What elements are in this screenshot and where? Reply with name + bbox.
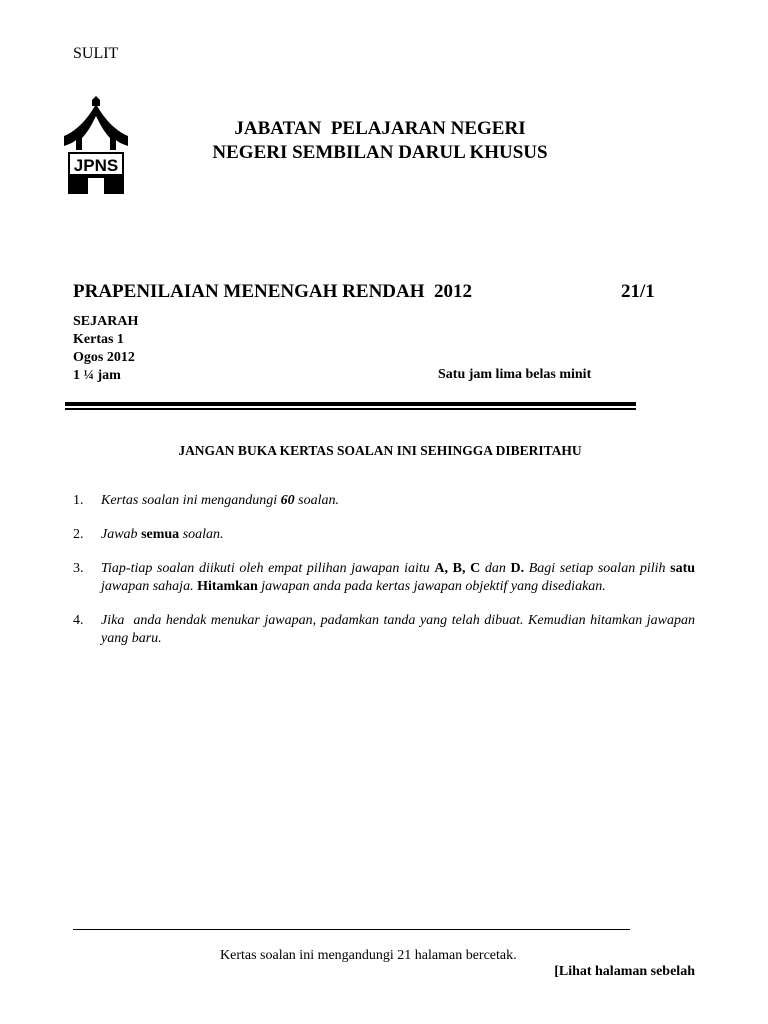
logo-lettering: JPNS bbox=[73, 156, 119, 175]
instruction-number: 2. bbox=[73, 527, 84, 542]
instructions-list bbox=[73, 492, 699, 664]
subject: SEJARAH bbox=[73, 314, 139, 329]
paper-number: Kertas 1 bbox=[73, 332, 124, 347]
footer-divider bbox=[73, 929, 630, 930]
agency-line-2: NEGERI SEMBILAN DARUL KHUSUS bbox=[212, 142, 548, 163]
paper-code: 21/1 bbox=[621, 281, 655, 302]
instruction-item bbox=[73, 612, 699, 648]
classification-label: SULIT bbox=[73, 45, 119, 62]
agency-name bbox=[190, 117, 570, 165]
instruction-number: 4. bbox=[73, 613, 84, 628]
divider-thin bbox=[65, 408, 636, 410]
instruction-item bbox=[73, 492, 695, 510]
exam-title: PRAPENILAIAN MENENGAH RENDAH 2012 bbox=[73, 281, 473, 302]
instruction-number: 1. bbox=[73, 493, 84, 508]
instruction-item bbox=[73, 526, 695, 544]
exam-date: Ogos 2012 bbox=[73, 350, 135, 365]
warning-notice: JANGAN BUKA KERTAS SOALAN INI SEHINGGA DIBERITAHU bbox=[178, 443, 582, 458]
divider-thick bbox=[65, 402, 636, 406]
duration: 1 ¼ jam bbox=[73, 368, 121, 383]
jpns-logo bbox=[60, 94, 132, 198]
agency-line-1: JABATAN PELAJARAN NEGERI bbox=[234, 118, 526, 139]
exam-details bbox=[73, 313, 138, 385]
page-count-note: Kertas soalan ini mengandungi 21 halaman bercetak. bbox=[220, 948, 517, 963]
instruction-number: 3. bbox=[73, 561, 84, 576]
instruction-text: Jawab semua soalan. bbox=[101, 527, 224, 542]
instruction-item bbox=[73, 560, 695, 596]
turn-page-note: [Lihat halaman sebelah bbox=[554, 964, 695, 979]
instruction-text: Kertas soalan ini mengandungi 60 soalan. bbox=[101, 493, 340, 508]
duration-in-words: Satu jam lima belas minit bbox=[438, 367, 592, 382]
instruction-text: Tiap-tiap soalan diikuti oleh empat pilihan jawapan iaitu A, B, C dan D. Bagi setiap soalan pilih satu jawapan sahaja. Hitamkan jawapan anda pada kertas jawapan objektif yang disediakan. bbox=[101, 561, 696, 594]
instruction-text: Jika anda hendak menukar jawapan, padamkan tanda yang telah dibuat. Kemudian hitamkan jawapan yang baru. bbox=[101, 613, 699, 646]
